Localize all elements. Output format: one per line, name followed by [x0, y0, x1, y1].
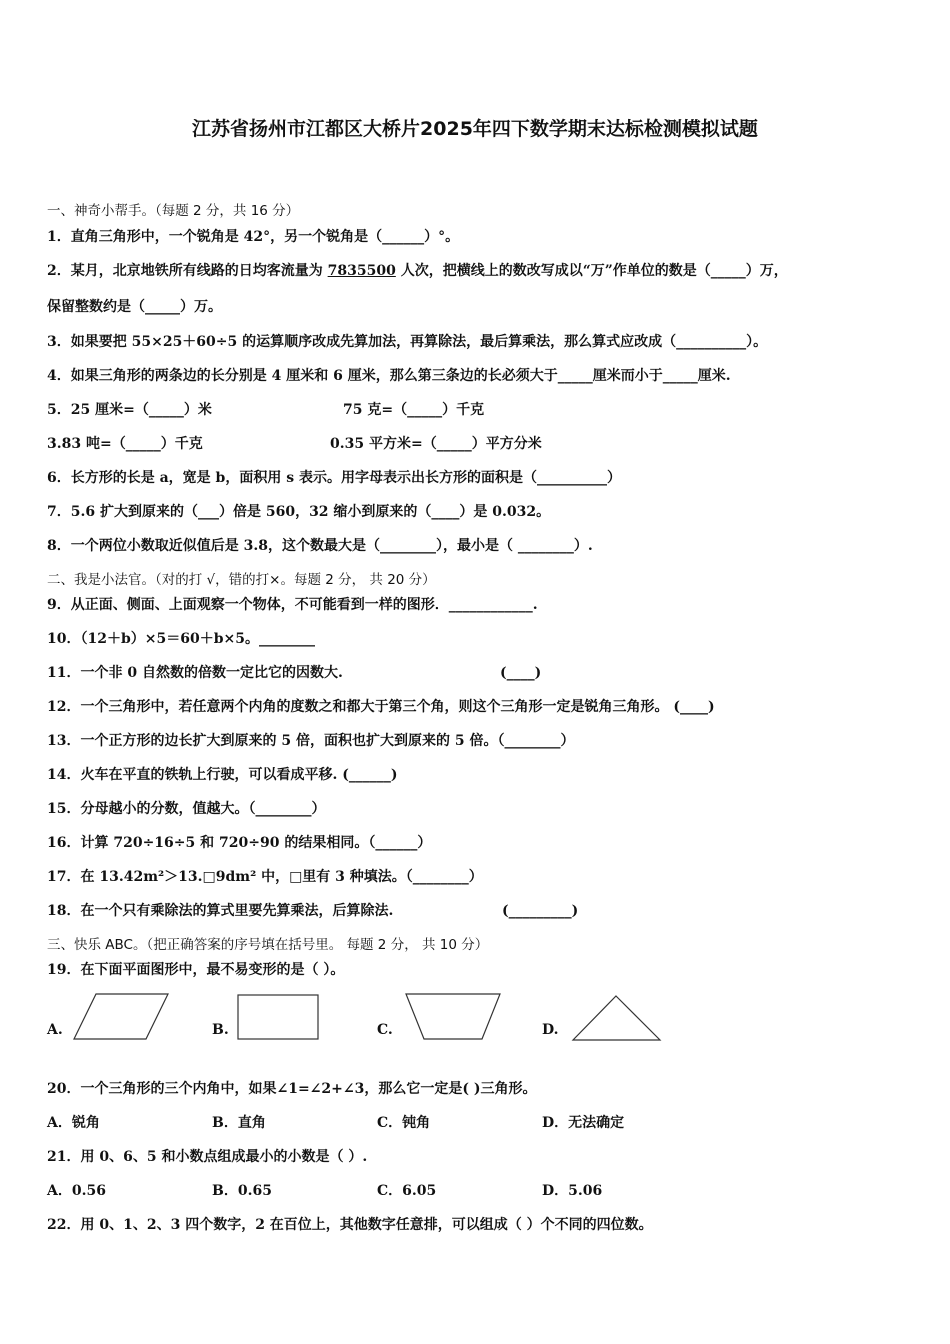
- option-b-label[interactable]: B.: [212, 1022, 229, 1038]
- question-7: 7．5.6 扩大到原来的（___）倍是 560，32 缩小到原来的（____）是 0.032。: [47, 504, 551, 520]
- question-4: 4．如果三角形的两条边的长分别是 4 厘米和 6 厘米，那么第三条边的长必须大于_____厘米而小于_____厘米.: [47, 368, 731, 384]
- question-1: 1．直角三角形中，一个锐角是 42°，另一个锐角是（______）°。: [47, 229, 460, 245]
- question-10: 10．（12＋b）×5＝60＋b×5。________: [47, 631, 315, 647]
- q21-option-b[interactable]: B．0.65: [212, 1183, 272, 1199]
- question-5d: 0.35 平方米=（_____）平方分米: [330, 436, 542, 452]
- option-d-label[interactable]: D.: [542, 1022, 559, 1038]
- question-9: 9．从正面、侧面、上面观察一个物体，不可能看到一样的图形．____________.: [47, 597, 538, 613]
- option-c-label[interactable]: C.: [377, 1022, 393, 1038]
- q21-option-c[interactable]: C．6.05: [377, 1183, 437, 1199]
- question-22: 22．用 0、1、2、3 四个数字，2 在百位上，其他数字任意排，可以组成（ ）个不同的四位数。: [47, 1217, 653, 1233]
- q21-option-d[interactable]: D．5.06: [542, 1183, 603, 1199]
- question-14: 14．火车在平直的铁轨上行驶，可以看成平移. (______): [47, 767, 398, 783]
- parallelogram-shape: [72, 992, 172, 1042]
- q20-option-c[interactable]: C．钝角: [377, 1115, 431, 1131]
- q21-option-a[interactable]: A．0.56: [47, 1183, 106, 1199]
- question-2-post: 人次，把横线上的数改写成以“万”作单位的数是（_____）万，: [395, 263, 788, 279]
- trapezoid-shape: [404, 992, 504, 1042]
- option-a-label[interactable]: A.: [47, 1022, 63, 1038]
- question-12: 12．一个三角形中，若任意两个内角的度数之和都大于第三个角，则这个三角形一定是锐角三角形。 (____): [47, 699, 715, 715]
- question-5c: 3.83 吨=（_____）千克: [47, 436, 203, 452]
- question-17: 17．在 13.42m²＞13.□9dm² 中，□里有 3 种填法。（________）: [47, 869, 483, 885]
- question-6: 6．长方形的长是 a，宽是 b，面积用 s 表示。用字母表示出长方形的面积是（__________）: [47, 470, 621, 486]
- question-3: 3．如果要把 55×25＋60÷5 的运算顺序改成先算加法，再算除法，最后算乘法，那么算式应改成（__________）。: [47, 334, 768, 350]
- question-2: [47, 262, 788, 280]
- q20-option-a[interactable]: A．锐角: [47, 1115, 100, 1131]
- question-8: 8．一个两位小数取近似值后是 3.8，这个数最大是（________），最小是（ ________）.: [47, 538, 593, 554]
- question-21: 21．用 0、6、5 和小数点组成最小的小数是（ ）.: [47, 1149, 368, 1165]
- question-19: 19．在下面平面图形中，最不易变形的是（ ）。: [47, 962, 345, 978]
- triangle-shape: [571, 994, 663, 1042]
- section-2-header: 二、我是小法官。（对的打 √，错的打×。每题 2 分， 共 20 分）: [47, 572, 436, 588]
- question-15: 15．分母越小的分数，值越大。（________）: [47, 801, 326, 817]
- q20-option-d[interactable]: D．无法确定: [542, 1115, 625, 1131]
- question-20: 20．一个三角形的三个内角中，如果∠1=∠2+∠3，那么它一定是( )三角形。: [47, 1081, 537, 1097]
- rectangle-shape: [237, 994, 321, 1042]
- question-2-pre: 2．某月，北京地铁所有线路的日均客流量为: [47, 263, 328, 279]
- section-1-header: 一、神奇小帮手。（每题 2 分，共 16 分）: [47, 203, 300, 219]
- page-title: 江苏省扬州市江都区大桥片2025年四下数学期末达标检测模拟试题: [192, 118, 758, 140]
- question-16: 16．计算 720÷16÷5 和 720÷90 的结果相同。（______）: [47, 835, 432, 851]
- question-18: 18．在一个只有乘除法的算式里要先算乘法，后算除法.: [47, 903, 394, 919]
- question-18-answer: (_________): [502, 903, 579, 919]
- q20-option-b[interactable]: B．直角: [212, 1115, 266, 1131]
- question-2-number: 7835500: [327, 263, 396, 279]
- question-5a: 5．25 厘米=（_____）米: [47, 402, 212, 418]
- question-2-line-2: 保留整数约是（_____）万。: [47, 299, 222, 315]
- question-5b: 75 克=（_____）千克: [343, 402, 485, 418]
- question-11: 11．一个非 0 自然数的倍数一定比它的因数大.: [47, 665, 343, 681]
- section-3-header: 三、快乐 ABC。（把正确答案的序号填在括号里。 每题 2 分， 共 10 分）: [47, 937, 489, 953]
- question-13: 13．一个正方形的边长扩大到原来的 5 倍，面积也扩大到原来的 5 倍。（________）: [47, 733, 575, 749]
- question-11-answer: (____): [500, 665, 542, 681]
